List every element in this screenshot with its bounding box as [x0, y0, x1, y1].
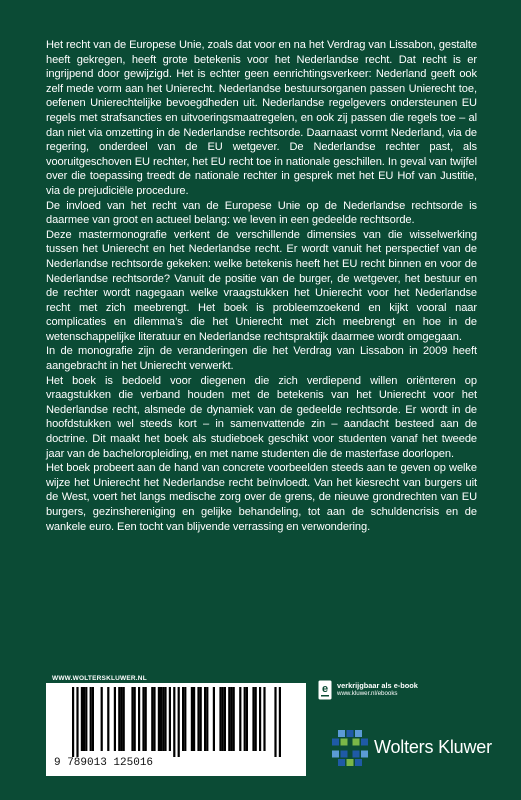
barcode-bar — [204, 687, 206, 751]
barcode-bar — [224, 687, 226, 751]
barcode-bar — [160, 687, 162, 751]
barcode-bar — [252, 687, 254, 751]
barcode-bar — [230, 687, 232, 751]
barcode-bar — [222, 687, 224, 751]
barcode-bar — [193, 687, 195, 751]
barcode-bar — [213, 687, 215, 751]
barcode-bar — [101, 687, 103, 751]
barcode-bar — [90, 687, 92, 751]
barcode-bar — [178, 687, 180, 757]
barcode-bar — [81, 687, 83, 751]
back-cover-blurb — [46, 38, 477, 534]
barcode-bar — [131, 687, 133, 751]
barcode-bar — [83, 687, 85, 751]
barcode-bar — [118, 687, 120, 751]
ebook-notice — [337, 681, 418, 698]
blurb-paragraph-1: Het recht van de Europese Unie, zoals dat voor en na het Verdrag van Lissabon, gestalte heeft gekregen, heeft grote betekenis voor het Nederlandse recht. Dat recht is er ingrijpend door gewijzigd. Het is echter geen eenrichtingsverkeer: Nederland geeft ook zelf mede vorm aan het Unierecht. Nederlandse bestuursorganen passen Unierecht toe, oefenen Unierechtelijke bevoegdheden uit. Nederlandse regelgevers ondersteunen EU regels met strafsancties en uitvoeringsmaatregelen, en ook zij passen die regels toe – al dan niet via omzetting in de Nederlandse rechtsorde. Daarnaast vormt Nederland, via de regering, onderdeel van de EU wetgever. De Nederlandse rechter past, als vooruitgeschoven EU rechter, het EU recht toe in nationale geschillen. In geval van twijfel over die toepassing treedt de nationale rechter in gesprek met het EU Hof van Justitie, via de prejudiciële procedure. — [46, 39, 477, 197]
barcode-bar — [197, 687, 199, 751]
barcode-bar — [114, 687, 116, 751]
barcode-bar — [120, 687, 122, 751]
barcode-bar — [169, 687, 171, 751]
ebook-title: verkrijgbaar als e-book — [337, 681, 418, 690]
publisher-name: Wolters Kluwer — [374, 737, 492, 757]
barcode-bar — [206, 687, 208, 751]
barcode-bar — [164, 687, 166, 751]
barcode-bar — [184, 687, 186, 751]
barcode-bar — [259, 687, 261, 751]
blurb-paragraph-6: Het boek probeert aan de hand van concrete voorbeelden steeds aan te geven op welke wijze het Unierecht het Nederlandse recht beïnvloedt. Van het kiesrecht van burgers uit de West, voert het langs medische zorg over de grens, de nieuwe grondrechten van EU burgers, gezinshereniging en gelijke behandeling, tot aan de schuldencrisis en de wankele euro. Een tocht van blijvende verrassing en verwondering. — [46, 462, 477, 533]
barcode-bar — [134, 687, 136, 751]
barcode-bar — [263, 687, 265, 751]
barcode-bar — [239, 687, 241, 751]
barcode-bar — [228, 687, 230, 751]
barcode-bar — [279, 687, 281, 757]
barcode-bar — [153, 687, 155, 751]
barcode-bar — [246, 687, 248, 751]
blurb-paragraph-4: In de monografie zijn de veranderingen die het Verdrag van Lissabon in 2009 heeft aangebracht in het Unierecht verwerkt. — [46, 345, 477, 373]
barcode-bar — [274, 687, 276, 757]
barcode-bar — [76, 687, 78, 757]
barcode-bar — [107, 687, 109, 751]
wolters-kluwer-logo-icon — [332, 730, 368, 766]
barcode-bar — [138, 687, 140, 751]
wolters-kluwer-logo — [332, 728, 508, 768]
barcode-bar — [72, 687, 74, 757]
barcode-bar — [92, 687, 94, 751]
barcode-bar — [158, 687, 160, 751]
barcode-bar — [219, 687, 221, 751]
blurb-paragraph-2: De invloed van het recht van de Europese Unie op de Nederlandse rechtsorde is daarmee van groot en actueel belang: we leven in een gedeelde rechtsorde. — [46, 199, 477, 227]
svg-text:e: e — [321, 683, 329, 695]
barcode-bars — [58, 687, 294, 757]
barcode-bar — [200, 687, 202, 751]
blurb-paragraph-5: Het boek is bedoeld voor diegenen die zich verdiepend willen oriënteren op vraagstukken die verband houden met de betekenis van het Unierecht voor het Nederlandse recht, alsmede de dynamiek van de gedeelde rechtsorde. Er wordt in de hoofdstukken wel steeds kort – in samenvattende zin – aandacht besteed aan de doctrine. Dit maakt het boek als studieboek geschikt voor studenten vanaf het tweede jaar van de bacheloropleiding, en met name studenten die de masterfase doorlopen. — [46, 374, 477, 460]
barcode-bar — [182, 687, 184, 751]
barcode-bar — [123, 687, 125, 751]
barcode-bar — [173, 687, 175, 757]
barcode-bar — [191, 687, 193, 751]
ebook-icon — [318, 680, 332, 700]
barcode-bar — [162, 687, 164, 751]
publisher-website: WWW.WOLTERSKLUWER.NL — [52, 675, 147, 682]
ebook-url: www.kluwer.nl/ebooks — [337, 690, 398, 697]
barcode-bar — [255, 687, 257, 751]
barcode-bar — [244, 687, 246, 751]
barcode-bar — [142, 687, 144, 751]
isbn-digits: 9 789013 125016 — [54, 757, 154, 769]
isbn-barcode — [46, 683, 306, 776]
barcode-bar — [233, 687, 235, 751]
barcode-bar — [151, 687, 153, 751]
barcode-bar — [145, 687, 147, 751]
barcode-bar — [85, 687, 87, 751]
blurb-paragraph-3: Deze mastermonografie verkent de verschillende dimensies van die wisselwerking tussen het Unierecht en het Nederlandse recht. Er wordt vanuit het perspectief van de Nederlandse rechtsorde gekeken: welke betekenis heeft het EU recht binnen en voor de Nederlandse rechtsorde? Vanuit de positie van de burger, de wetgever, het bestuur en de rechter wordt nagegaan welke vraagstukken het Unierecht voor het Nederlandse recht met zich meebrengt. Het boek is probleemzoekend en kijkt vooral naar complicaties en dilemma’s die het Unierecht met zich meebrengt en hoe in de wetenschappelijke literatuur en Nederlandse rechtspraktijk daarmee wordt omgegaan. — [46, 228, 477, 343]
